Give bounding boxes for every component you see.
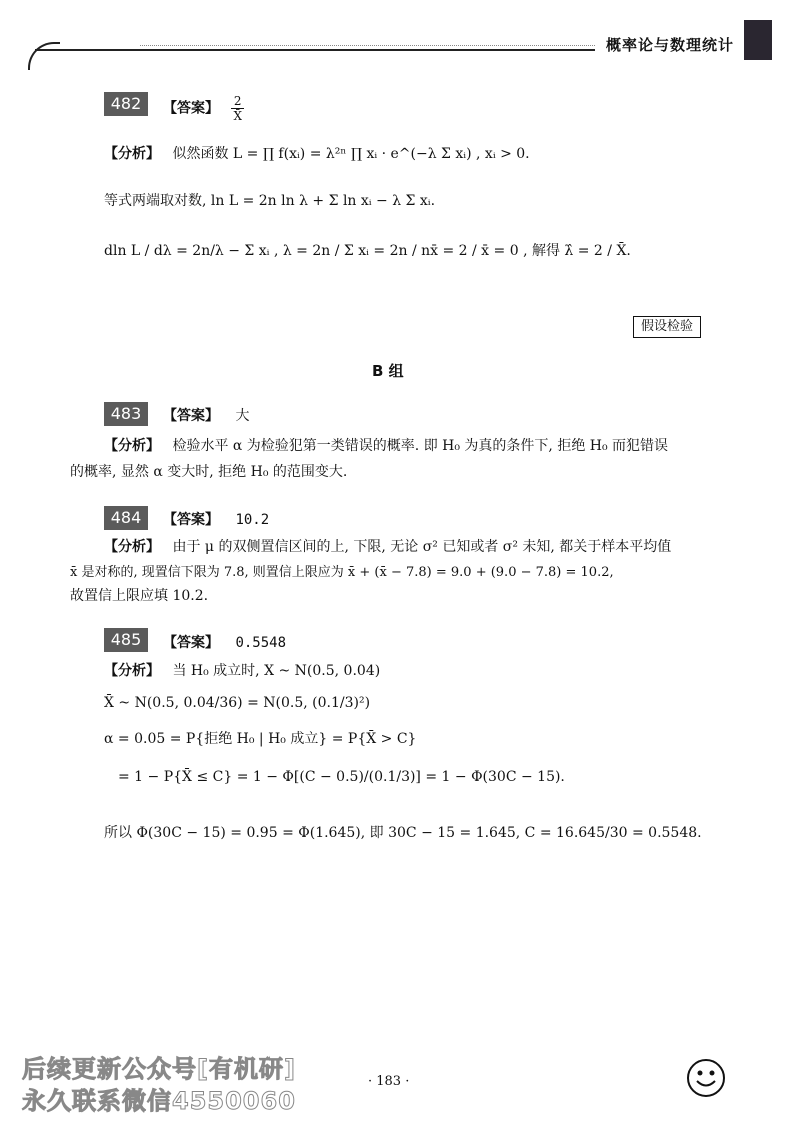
- analysis-text: 检验水平 α 为检验犯第一类错误的概率. 即 H₀ 为真的条件下, 拒绝 H₀ 而犯错误: [172, 438, 669, 454]
- analysis-text: 当 H₀ 成立时, X ~ N(0.5, 0.04): [172, 663, 381, 679]
- analysis-line-482-1: [104, 143, 530, 163]
- answer-label: 【答案】: [163, 100, 219, 117]
- analysis-label: 【分析】: [104, 438, 160, 454]
- answer-fraction: [231, 94, 244, 123]
- answer-value: 0.5548: [235, 635, 287, 651]
- chapter-tab-marker: [744, 20, 772, 60]
- question-number-482: 482: [104, 92, 148, 116]
- watermark-line-2: 永久联系微信4550060: [22, 1087, 296, 1115]
- analysis-line-485-1: [104, 660, 380, 680]
- answer-line-484: [163, 509, 269, 529]
- answer-value: 大: [235, 408, 250, 424]
- header-decoration: [28, 42, 60, 70]
- analysis-line-485-5: 所以 Φ(30C − 15) = 0.95 = Φ(1.645), 即 30C − 15 = 1.645, C = 16.645/30 = 0.5548.: [104, 825, 702, 841]
- answer-line-482: [163, 94, 244, 123]
- answer-label: 【答案】: [163, 408, 219, 424]
- chapter-title: 概率论与数理统计: [606, 36, 735, 54]
- header-dotted-rule: [140, 45, 595, 47]
- analysis-label: 【分析】: [104, 146, 160, 162]
- fraction-denominator: X̄: [233, 109, 242, 123]
- analysis-label: 【分析】: [104, 539, 160, 555]
- group-heading: B 组: [372, 362, 404, 380]
- smiley-icon: [686, 1058, 726, 1098]
- analysis-text: 似然函数 L = ∏ f(xᵢ) = λ²ⁿ ∏ xᵢ · e^(−λ Σ xᵢ) , xᵢ > 0.: [172, 146, 530, 162]
- fraction-numerator: 2: [231, 94, 244, 109]
- watermark-line-1: 后续更新公众号[有机研]: [22, 1055, 296, 1083]
- analysis-line-485-3: α = 0.05 = P{拒绝 H₀ | H₀ 成立} = P{X̄ > C}: [104, 731, 417, 747]
- analysis-line-484-1: [104, 536, 671, 556]
- answer-label: 【答案】: [163, 635, 219, 651]
- analysis-label: 【分析】: [104, 663, 160, 679]
- answer-line-483: [163, 405, 249, 425]
- analysis-line-484-3: 故置信上限应填 10.2.: [70, 588, 209, 604]
- answer-value: 10.2: [235, 512, 270, 528]
- question-number-483: 483: [104, 402, 148, 426]
- question-number-484: 484: [104, 506, 148, 530]
- answer-label: 【答案】: [163, 512, 219, 528]
- analysis-line-484-2: x̄ 是对称的, 现置信下限为 7.8, 则置信上限应为 x̄ + (x̄ − 7.8) = 9.0 + (9.0 − 7.8) = 10.2,: [70, 565, 614, 580]
- analysis-line-482-2: 等式两端取对数, ln L = 2n ln λ + Σ ln xᵢ − λ Σ xᵢ.: [104, 193, 436, 209]
- header-rule: [35, 49, 595, 51]
- analysis-line-483-2: 的概率, 显然 α 变大时, 拒绝 H₀ 的范围变大.: [70, 464, 348, 480]
- page-number: · 183 ·: [368, 1074, 410, 1089]
- analysis-line-482-3: dln L / dλ = 2n/λ − Σ xᵢ , λ = 2n / Σ xᵢ = 2n / nx̄ = 2 / x̄ = 0 , 解得 λ̂ = 2 / X̄.: [104, 243, 631, 259]
- analysis-line-485-4: = 1 − P{X̄ ≤ C} = 1 − Φ[(C − 0.5)/(0.1/3)] = 1 − Φ(30C − 15).: [118, 769, 565, 785]
- analysis-line-485-2: X̄ ~ N(0.5, 0.04/36) = N(0.5, (0.1/3)²): [104, 695, 371, 711]
- analysis-text: 由于 μ 的双侧置信区间的上, 下限, 无论 σ² 已知或者 σ² 未知, 都关于样本平均值: [172, 539, 672, 555]
- answer-line-485: [163, 632, 286, 652]
- section-label-hypothesis-testing: 假设检验: [633, 316, 701, 338]
- question-number-485: 485: [104, 628, 148, 652]
- analysis-line-483-1: [104, 435, 668, 455]
